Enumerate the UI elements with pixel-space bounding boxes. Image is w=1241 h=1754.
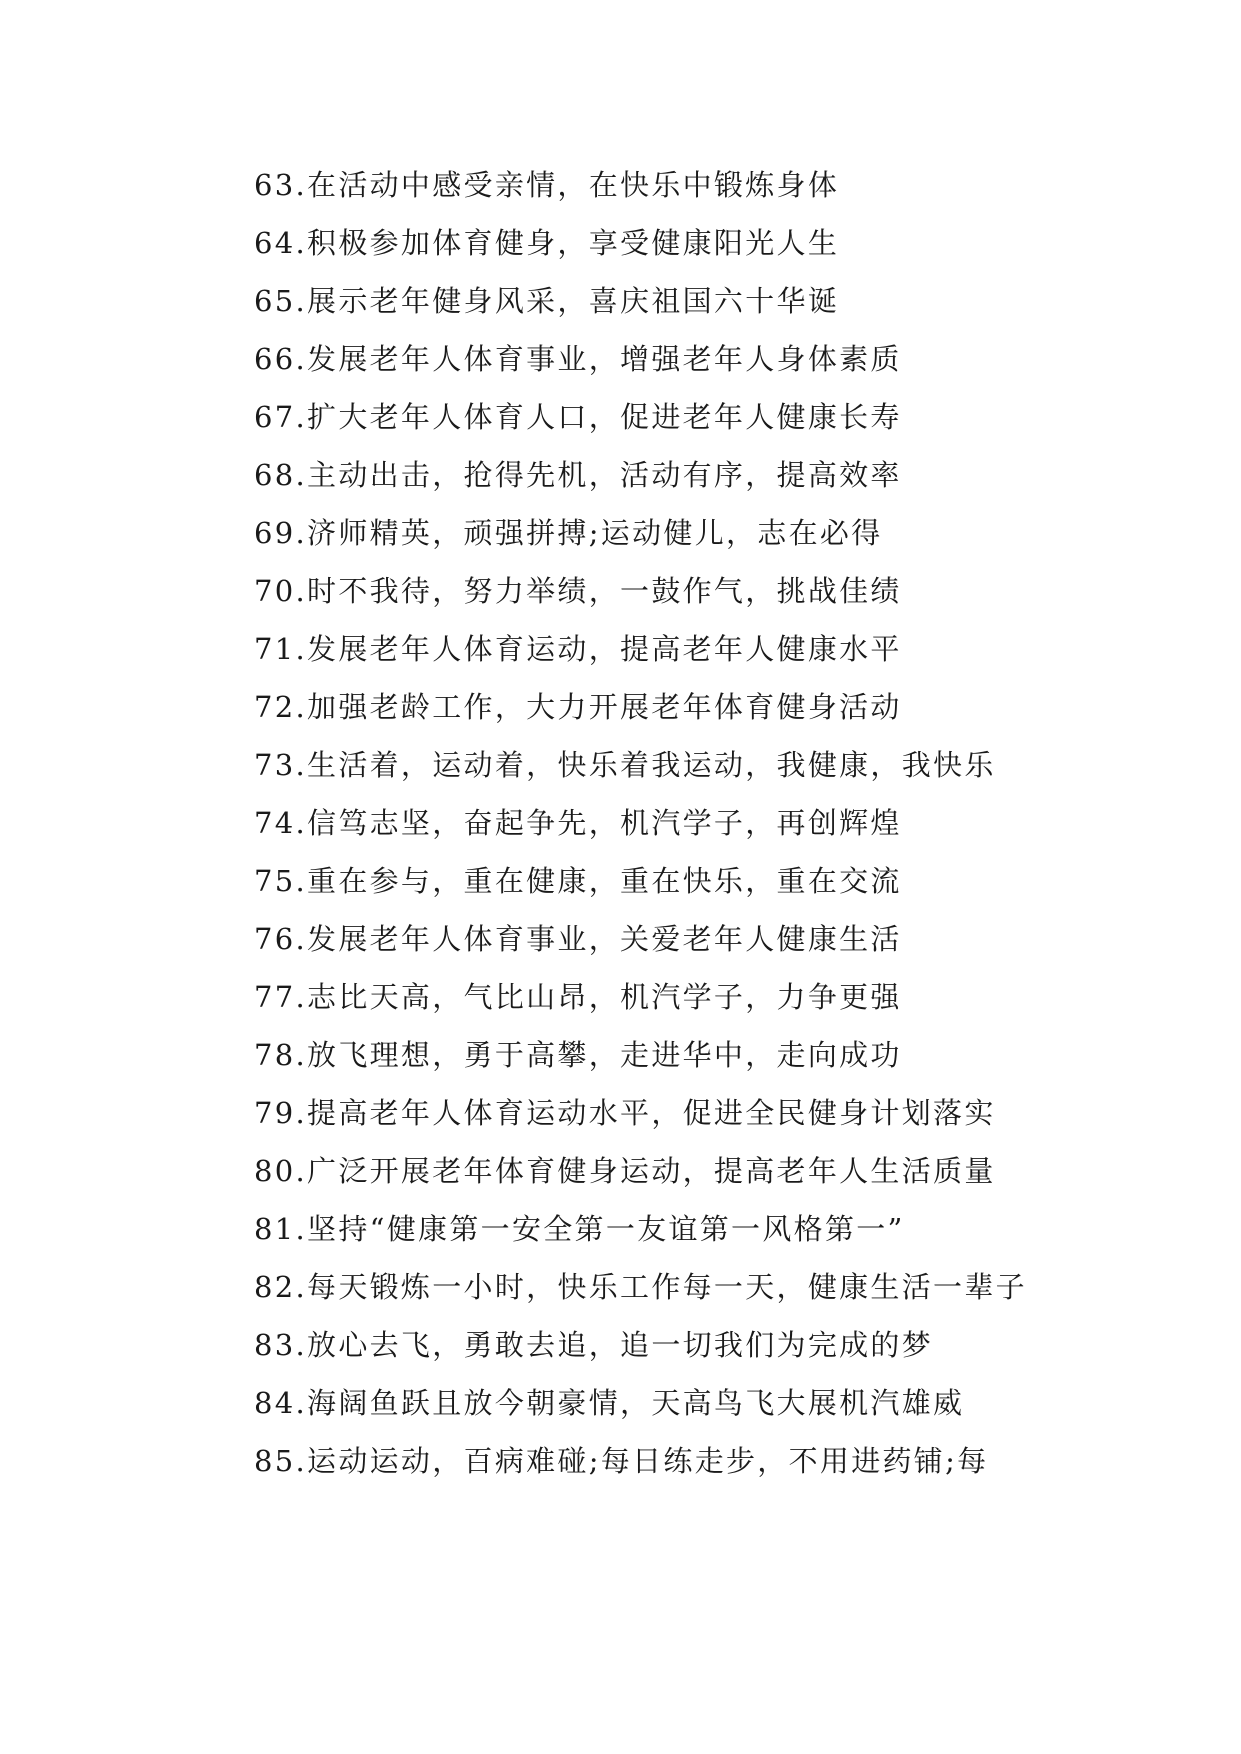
list-item: 70.时不我待，努力举绩，一鼓作气，挑战佳绩 (254, 574, 902, 608)
list-item: 67.扩大老年人体育人口，促进老年人健康长寿 (254, 400, 902, 434)
list-item: 78.放飞理想，勇于高攀，走进华中，走向成功 (254, 1038, 902, 1072)
list-item: 74.信笃志坚，奋起争先，机汽学子，再创辉煌 (254, 806, 902, 840)
list-item: 72.加强老龄工作，大力开展老年体育健身活动 (254, 690, 902, 724)
list-item: 69.济师精英，顽强拼搏;运动健儿，志在必得 (254, 516, 883, 550)
list-item: 75.重在参与，重在健康，重在快乐，重在交流 (254, 864, 902, 898)
list-item: 82.每天锻炼一小时，快乐工作每一天，健康生活一辈子 (254, 1270, 1027, 1304)
list-item: 73.生活着，运动着，快乐着我运动，我健康，我快乐 (254, 748, 996, 782)
list-item: 77.志比天高，气比山昂，机汽学子，力争更强 (254, 980, 902, 1014)
list-item: 81.坚持“健康第一安全第一友谊第一风格第一” (254, 1212, 905, 1246)
list-item: 83.放心去飞，勇敢去追，追一切我们为完成的梦 (254, 1328, 934, 1362)
list-item: 84.海阔鱼跃且放今朝豪情，天高鸟飞大展机汽雄威 (254, 1386, 965, 1420)
list-item: 65.展示老年健身风采，喜庆祖国六十华诞 (254, 284, 840, 318)
list-item: 79.提高老年人体育运动水平，促进全民健身计划落实 (254, 1096, 996, 1130)
list-item: 71.发展老年人体育运动，提高老年人健康水平 (254, 632, 902, 666)
list-item: 63.在活动中感受亲情，在快乐中锻炼身体 (254, 168, 840, 202)
document-body (190, 156, 1050, 1490)
list-item: 85.运动运动，百病难碰;每日练走步，不用进药铺;每 (254, 1444, 989, 1478)
list-item: 76.发展老年人体育事业，关爱老年人健康生活 (254, 922, 902, 956)
list-item: 80.广泛开展老年体育健身运动，提高老年人生活质量 (254, 1154, 996, 1188)
list-item: 68.主动出击，抢得先机，活动有序，提高效率 (254, 458, 902, 492)
list-item: 66.发展老年人体育事业，增强老年人身体素质 (254, 342, 902, 376)
list-item: 64.积极参加体育健身，享受健康阳光人生 (254, 226, 840, 260)
